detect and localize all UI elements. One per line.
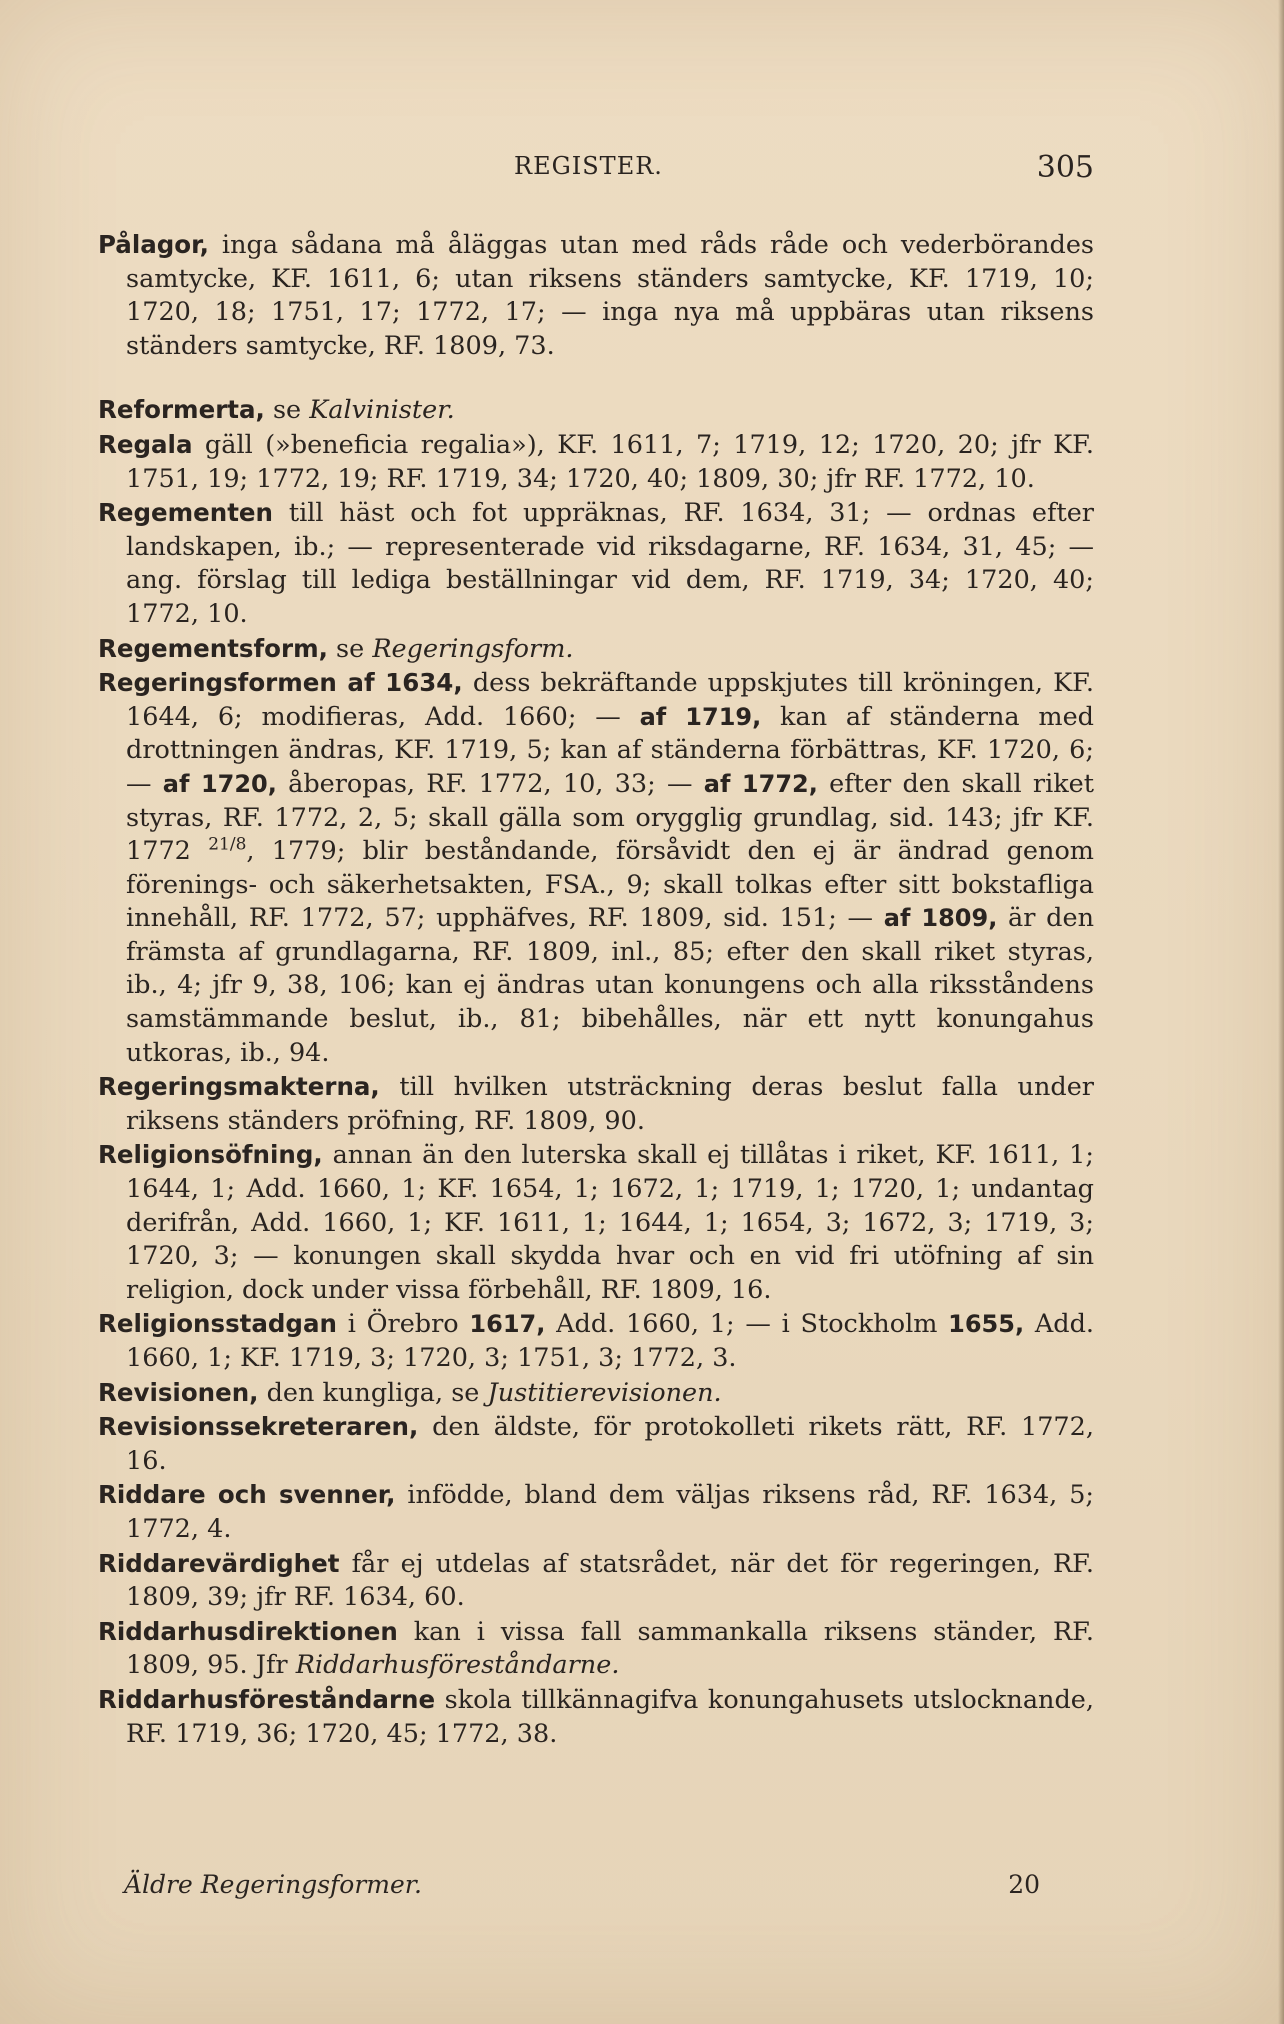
entry-headword: Religionsstadgan <box>98 1309 337 1339</box>
entry-text: till häst och fot uppräknas, RF. 1634, 31; — ordnas efter landskapen, ib.; — representerade vid riksdagarne, RF. 1634, 31, 45; — ang. förslag till lediga beställningar vid dem, RF. 1719, 34; 1720, 40; 1772, 10. <box>126 498 1094 629</box>
register-entry <box>98 1478 1094 1546</box>
cross-reference: Regeringsform. <box>372 633 574 664</box>
register-entry <box>98 1307 1094 1375</box>
entry-text: annan än den luterska skall ej tillåtas i riket, KF. 1611, 1; 1644, 1; Add. 1660, 1; KF. 1654, 1; 1672, 1; 1719, 1; 1720, 1; undantag derifrån, Add. 1660, 1; KF. 1611, 1; 1644, 1; 1654, 3; 1672, 3; 1719, 3; 1720, 3; — konungen skall skydda hvar och en vid fri utöfning af sin religion, dock under vissa förbehåll, RF. 1809, 16. <box>126 1140 1094 1305</box>
entry-headword: Revisionen, <box>98 1377 259 1407</box>
register-entry <box>98 1683 1094 1751</box>
register-entry <box>98 1615 1094 1683</box>
date-fraction: 21/8 <box>208 834 247 855</box>
entry-text: Add. 1660, 1; KF. 1719, 3; 1720, 3; 1751, 3; 1772, 3. <box>126 1309 1094 1373</box>
bold-year: af 1719, <box>639 702 762 731</box>
register-entry <box>98 393 1094 428</box>
entry-text: dess bekräftande uppskjutes till kröningen, KF. 1644, 6; modifieras, Add. 1660; — <box>126 668 1094 732</box>
entry-text: inga sådana må åläggas utan med råds råde och vederbörandes samtycke, KF. 1611, 6; utan riksens ständers samtycke, KF. 1719, 10; 1720, 18; 1751, 17; 1772, 17; — inga nya må uppbäras utan riksens ständers samtycke, RF. 1809, 73. <box>126 230 1094 361</box>
page-footer <box>124 1870 1040 1906</box>
entry-text: se <box>327 633 373 664</box>
footer-title: Äldre Regeringsformer. <box>124 1870 422 1899</box>
register-entries <box>98 228 1094 1751</box>
entry-headword: Religionsöfning, <box>98 1140 323 1170</box>
page-edge-shadow <box>1278 0 1284 2024</box>
entry-text: åberopas, RF. 1772, 10, 33; — <box>276 768 704 799</box>
register-entry <box>98 1070 1094 1138</box>
signature-mark: 20 <box>1008 1870 1040 1899</box>
register-entry <box>98 1376 1094 1411</box>
bold-year: 1617, <box>469 1310 546 1339</box>
entry-headword: Riddarhusdirektionen <box>98 1616 398 1646</box>
register-entry <box>98 228 1094 363</box>
register-entry <box>98 1547 1094 1615</box>
register-entry <box>98 1410 1094 1478</box>
register-entry <box>98 428 1094 496</box>
entry-text: den äldste, för protokolleti rikets rätt, RF. 1772, 16. <box>126 1412 1094 1476</box>
entry-headword: Revisionssekreteraren, <box>98 1412 419 1442</box>
bold-year: af 1772, <box>703 769 818 798</box>
entry-headword: Pålagor, <box>98 230 209 259</box>
entry-text: i Örebro <box>336 1309 470 1340</box>
entry-text: kan i vissa fall sammankalla riksens ständer, RF. 1809, 95. Jfr <box>126 1616 1094 1681</box>
page-header <box>98 150 1094 184</box>
entry-text: Add. 1660, 1; — i Stockholm <box>545 1309 949 1340</box>
register-entry <box>98 496 1094 631</box>
entry-headword: Regementen <box>98 498 273 528</box>
entry-text: se <box>264 395 310 426</box>
register-entry <box>98 632 1094 667</box>
entry-headword: Regeringsmakterna, <box>98 1072 380 1102</box>
page-number: 305 <box>1036 150 1094 185</box>
running-head: REGISTER. <box>514 152 663 180</box>
entry-text: skola tillkännagifva konungahusets utslocknande, RF. 1719, 36; 1720, 45; 1772, 38. <box>126 1684 1094 1749</box>
entry-text: infödde, bland dem väljas riksens råd, RF. 1634, 5; 1772, 4. <box>126 1480 1095 1544</box>
entry-headword: Riddare och svenner, <box>98 1480 396 1510</box>
entry-headword: Regeringsformen af 1634, <box>98 668 463 698</box>
cross-reference: Kalvinister. <box>309 395 455 426</box>
entry-text: efter den skall riket styras, RF. 1772, 2, 5; skall gälla som orygglig grundlag, sid. 143; jfr KF. 1772 <box>126 768 1095 867</box>
entry-headword: Riddarevärdighet <box>98 1548 340 1578</box>
cross-reference: Justitierevisionen. <box>487 1377 722 1408</box>
entry-headword: Reformerta, <box>98 395 265 425</box>
bold-year: af 1809, <box>883 904 998 933</box>
bold-year: af 1720, <box>162 769 277 798</box>
entry-headword: Regala <box>98 429 193 459</box>
entry-text: den kungliga, se <box>258 1377 488 1408</box>
entry-text: får ej utdelas af statsrådet, när det för regeringen, RF. 1809, 39; jfr RF. 1634, 60. <box>126 1548 1094 1613</box>
entry-text: till hvilken utsträckning deras beslut falla under riksens ständers pröfning, RF. 1809, 90. <box>126 1072 1094 1136</box>
entry-text: gäll (»beneficia regalia»), KF. 1611, 7; 1719, 12; 1720, 20; jfr KF. 1751, 19; 1772, 19; RF. 1719, 34; 1720, 40; 1809, 30; jfr RF. 1772, 10. <box>126 429 1094 494</box>
entry-headword: Riddarhusföreståndarne <box>98 1684 436 1714</box>
entry-text: kan af ständerna med drottningen ändras, KF. 1719, 5; kan af ständerna förbättras, KF. 1720, 6; — <box>126 701 1094 799</box>
entry-text: , 1779; blir beståndande, försåvidt den ej är ändrad genom förenings- och säkerhetsakten, FSA., 9; skall tolkas efter sitt bokstafliga innehåll, RF. 1772, 57; upphäfves, RF. 1809, sid. 151; — <box>126 836 1094 934</box>
register-entry <box>98 1138 1094 1307</box>
register-entry <box>98 666 1094 1070</box>
bold-year: 1655, <box>948 1310 1025 1339</box>
entry-headword: Regementsform, <box>98 633 328 663</box>
entry-text: är den främsta af grundlagarna, RF. 1809, inl., 85; efter den skall riket styras, ib., 4; jfr 9, 38, 106; kan ej ändras utan konungens och alla riksståndens samstämmande beslut, ib., 81; bibehålles, när ett nytt konungahus utkoras, ib., 94. <box>126 903 1094 1068</box>
cross-reference: Riddarhusföreståndarne. <box>295 1650 620 1681</box>
